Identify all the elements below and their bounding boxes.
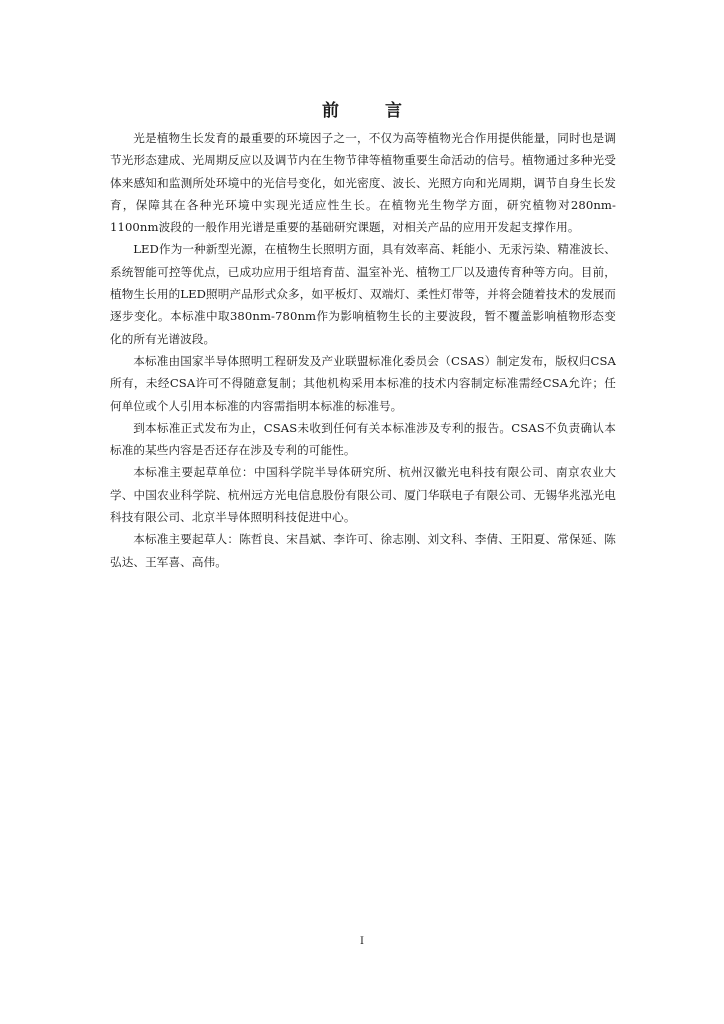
page-title: 前 言: [322, 101, 422, 121]
paragraph-plant-light-background: 光是植物生长发育的最重要的环境因子之一，不仅为高等植物光合作用提供能量，同时也是调节光形态建成、光周期反应以及调节内在生物节律等植物重要生命活动的信号。植物通过多种光受体来感知和监测所处环境中的光信号变化，如光密度、波长、光照方向和光周期，调节自身生长发育，保障其在各种光环境中实现光适应性生长。在植物光生物学方面，研究植物对280nm-1100nm波段的一般作用光谱是重要的基础研究课题，对相关产品的应用开发起支撑作用。: [110, 131, 616, 235]
paragraph-drafters: 本标准主要起草人：陈哲良、宋昌斌、李许可、徐志刚、刘文科、李倩、王阳夏、常保延、陈弘达、王军喜、高伟。: [110, 532, 616, 569]
page-number: I: [360, 936, 364, 947]
paragraph-patent-notice: 到本标准正式发布为止，CSAS未收到任何有关本标准涉及专利的报告。CSAS不负责确认本标准的某些内容是否还存在涉及专利的可能性。: [110, 420, 616, 458]
paragraph-copyright: 本标准由国家半导体照明工程研发及产业联盟标准化委员会（CSAS）制定发布，版权归CSA所有，未经CSA许可不得随意复制；其他机构采用本标准的技术内容制定标准需经CSA允许；任何单位或个人引用本标准的内容需指明本标准的标准号。: [110, 353, 616, 413]
body-text: [110, 127, 616, 573]
paragraph-led-application: LED作为一种新型光源，在植物生长照明方面，具有效率高、耗能小、无汞污染、精准波长、系统智能可控等优点，已成功应用于组培育苗、温室补光、植物工厂以及遗传育种等方向。目前，植物生长用的LED照明产品形式众多，如平板灯、双端灯、柔性灯带等，并将会随着技术的发展而逐步变化。本标准中取380nm-780nm作为影响植物生长的主要波段，暂不覆盖影响植物形态变化的所有光谱波段。: [110, 242, 616, 346]
paragraph-drafting-organizations: 本标准主要起草单位：中国科学院半导体研究所、杭州汉徽光电科技有限公司、南京农业大学、中国农业科学院、杭州远方光电信息股份有限公司、厦门华联电子有限公司、无锡华兆泓光电科技有限公司、北京半导体照明科技促进中心。: [110, 465, 616, 525]
